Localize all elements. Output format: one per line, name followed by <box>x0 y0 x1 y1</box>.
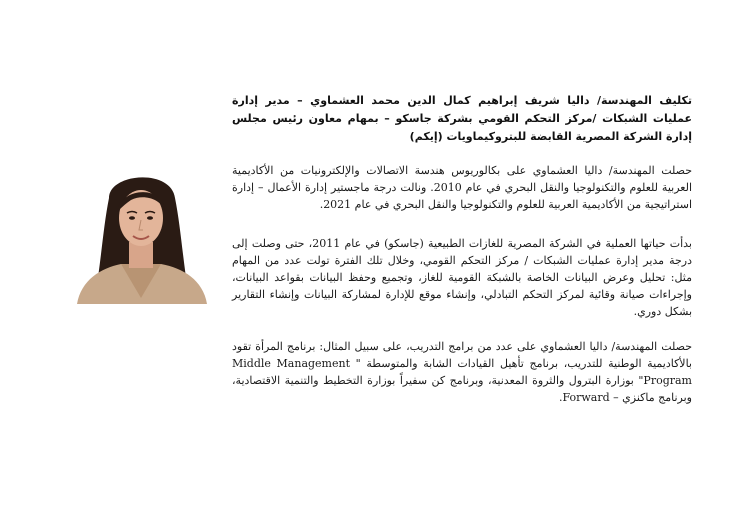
portrait-photo <box>71 168 211 304</box>
portrait-image <box>71 168 211 304</box>
appointment-heading: تكليف المهندسة/ داليا شريف إبراهيم كمال الدين محمد العشماوي – مدير إدارة عمليات الشبكات /مركز التحكم القومي بشركة جاسكو – بمهام معاون رئيس مجلس إدارة الشركة المصرية القابضة للبتروكيماويات (إيكم) <box>232 94 692 143</box>
career-paragraph: بدأت حياتها العملية في الشركة المصرية للغازات الطبيعية (جاسكو) في عام 2011، حتى وصلت إلى درجة مدير إدارة عمليات الشبكات / مركز التحكم القومي، وخلال تلك الفترة تولت عدد من المهام مثل: تحليل وعرض البيانات الخاصة بالشبكة القومية للغاز، وتجميع وحفظ البيانات بقواعد البيانات، وإجراءات صيانة وقائية لمركز التحكم التبادلي، وإنشاء موقع للإدارة لمشاركة البيانات وإنشاء التقارير بشكل دوري. <box>232 237 692 318</box>
training-paragraph: حصلت المهندسة/ داليا العشماوي على عدد من برامج التدريب، على سبيل المثال: برنامج المرأة تقود بالأكاديمية الوطنية للتدريب، برنامج تأهيل القيادات الشابة والمتوسطة " Middle Management Program" بوزارة البترول والثروة المعدنية، وبرنامج كن سفيراً بوزارة التخطيط والتنمية الاقتصادية، وبرنامج ماكنزي – Forward. <box>232 340 692 404</box>
biography-text <box>232 92 692 424</box>
education-paragraph: حصلت المهندسة/ داليا العشماوي على بكالوريوس هندسة الاتصالات والإلكترونيات من الأكاديمية العربية للعلوم والتكنولوجيا والنقل البحري في عام 2010. ونالت درجة ماجستير إدارة الأعمال – إدارة استراتيجية من الأكاديمية العربية للعلوم والتكنولوجيا والنقل البحري في عام 2021. <box>232 164 692 211</box>
